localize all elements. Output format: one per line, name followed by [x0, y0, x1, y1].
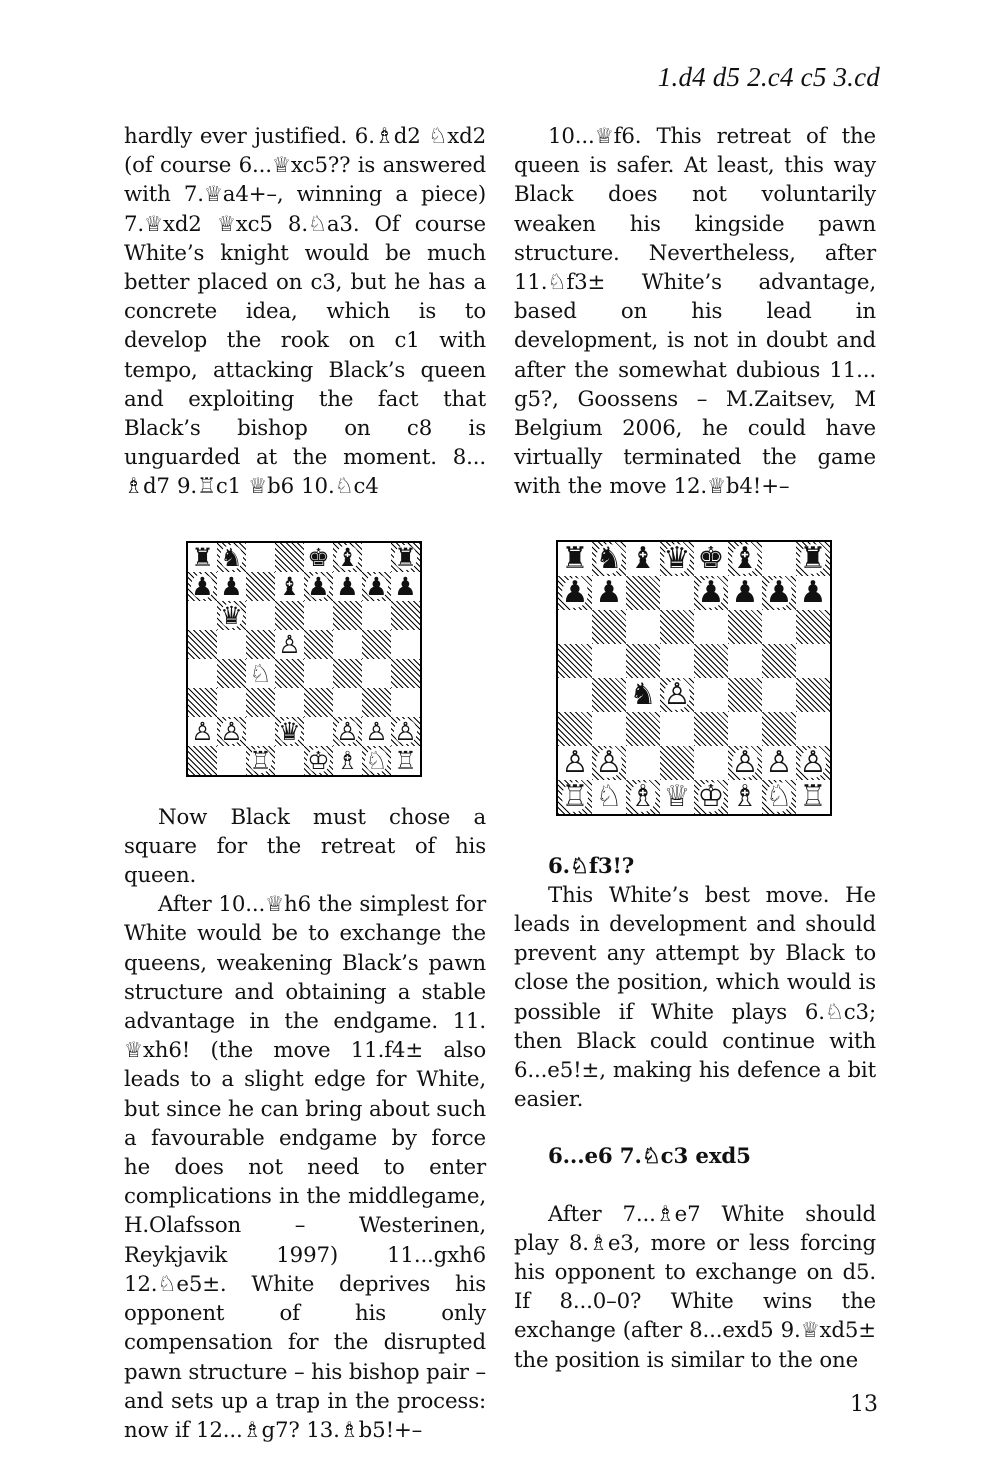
chess-piece-b8: ♞	[220, 542, 243, 572]
square-f4	[333, 659, 362, 688]
square-f5	[728, 644, 762, 678]
chess-piece-g1: ♘	[365, 745, 388, 775]
square-e4	[694, 678, 728, 712]
square-h3	[796, 712, 830, 746]
chess-piece-d1: ♕	[663, 778, 691, 814]
square-e8	[304, 543, 333, 572]
square-b6	[217, 601, 246, 630]
left-paragraph-2: Now Black must chose a square for the retreat of his queen.	[124, 804, 486, 889]
chess-piece-e8: ♚	[697, 540, 725, 576]
square-d4	[660, 678, 694, 712]
diagram-2	[556, 540, 876, 816]
chess-piece-a7: ♟	[561, 574, 589, 610]
chess-piece-a2: ♙	[191, 716, 214, 746]
square-h8	[796, 542, 830, 576]
square-b5	[217, 630, 246, 659]
square-e6	[694, 610, 728, 644]
right-paragraph-2: This White’s best move. He leads in development and should prevent any attempt by Black to close the position, which would is possible if White plays 6.♘c3; then Black could continue with 6...e5!±, making his defence a bit easier.	[514, 882, 876, 1113]
square-b7	[217, 572, 246, 601]
chess-piece-e1: ♔	[307, 745, 330, 775]
square-h3	[391, 688, 420, 717]
square-f8	[333, 543, 362, 572]
square-g7	[762, 576, 796, 610]
square-d7	[660, 576, 694, 610]
chess-piece-h8: ♜	[799, 540, 827, 576]
chess-piece-d7: ♝	[278, 571, 301, 601]
left-paragraph-3: After 10...♕h6 the simplest for White would be to exchange the queens, weakening Black’s pawn structure and obtaining a stable advantage in the endgame. 11. ♕xh6! (the move 11.f4± also leads to a slight edge for White, but since he can bring about such a favourable endgame by force he does not need to enter complications in the middlegame, H.Olafsson – Westerinen, Reykjavik 1997) 11...gxh6 12.♘e5±. White deprives his opponent of his only compensation for the disrupted pawn structure – his bishop pair – and sets up a trap in the process: now if 12...♗g7? 13.♗b5!+–	[124, 892, 486, 1443]
square-e6	[304, 601, 333, 630]
square-c2	[246, 717, 275, 746]
square-a5	[188, 630, 217, 659]
square-e3	[694, 712, 728, 746]
chess-piece-h1: ♖	[799, 778, 827, 814]
square-b2	[592, 746, 626, 780]
square-h1	[391, 746, 420, 775]
chess-board-1	[186, 541, 422, 777]
square-c5	[626, 644, 660, 678]
chess-piece-a8: ♜	[561, 540, 589, 576]
square-f8	[728, 542, 762, 576]
chess-piece-c4: ♞	[629, 676, 657, 712]
square-b4	[217, 659, 246, 688]
chess-piece-b2: ♙	[220, 716, 243, 746]
chess-piece-d4: ♙	[663, 676, 691, 712]
square-f7	[728, 576, 762, 610]
chess-piece-h2: ♙	[799, 744, 827, 780]
chess-piece-e7: ♟	[307, 571, 330, 601]
square-d1	[660, 780, 694, 814]
square-d1	[275, 746, 304, 775]
chess-board-2	[556, 540, 832, 816]
chess-piece-h7: ♟	[799, 574, 827, 610]
square-g8	[762, 542, 796, 576]
square-g6	[762, 610, 796, 644]
square-c6	[246, 601, 275, 630]
square-h6	[796, 610, 830, 644]
chess-piece-c1: ♗	[629, 778, 657, 814]
square-c4	[626, 678, 660, 712]
square-a7	[558, 576, 592, 610]
chess-piece-f1: ♗	[731, 778, 759, 814]
chess-piece-a7: ♟	[191, 571, 214, 601]
square-d4	[275, 659, 304, 688]
square-a1	[558, 780, 592, 814]
square-e2	[304, 717, 333, 746]
square-a4	[558, 678, 592, 712]
square-g4	[762, 678, 796, 712]
square-d3	[660, 712, 694, 746]
square-f2	[333, 717, 362, 746]
square-b1	[592, 780, 626, 814]
square-h2	[391, 717, 420, 746]
chess-piece-b7: ♟	[220, 571, 243, 601]
right-column	[514, 122, 876, 1375]
square-c6	[626, 610, 660, 644]
square-b3	[592, 712, 626, 746]
chess-piece-b1: ♘	[595, 778, 623, 814]
diagram-1	[186, 541, 486, 777]
square-f6	[728, 610, 762, 644]
square-b7	[592, 576, 626, 610]
square-e7	[694, 576, 728, 610]
square-g1	[762, 780, 796, 814]
square-h1	[796, 780, 830, 814]
square-a3	[188, 688, 217, 717]
square-h2	[796, 746, 830, 780]
chess-piece-h2: ♙	[394, 716, 417, 746]
square-b1	[217, 746, 246, 775]
square-h7	[796, 576, 830, 610]
chess-piece-g2: ♙	[765, 744, 793, 780]
square-h8	[391, 543, 420, 572]
chess-piece-g1: ♘	[765, 778, 793, 814]
square-e1	[304, 746, 333, 775]
square-f1	[333, 746, 362, 775]
square-g4	[362, 659, 391, 688]
square-h7	[391, 572, 420, 601]
square-g5	[362, 630, 391, 659]
chess-piece-b6: ♛	[220, 600, 243, 630]
chess-piece-b8: ♞	[595, 540, 623, 576]
square-e7	[304, 572, 333, 601]
square-e2	[694, 746, 728, 780]
square-f7	[333, 572, 362, 601]
square-g5	[762, 644, 796, 678]
square-c2	[626, 746, 660, 780]
chess-piece-d8: ♛	[663, 540, 691, 576]
chess-piece-f1: ♗	[336, 745, 359, 775]
chess-piece-a8: ♜	[191, 542, 214, 572]
square-c3	[246, 688, 275, 717]
square-g3	[362, 688, 391, 717]
chess-piece-g2: ♙	[365, 716, 388, 746]
square-a6	[188, 601, 217, 630]
square-e5	[694, 644, 728, 678]
square-f6	[333, 601, 362, 630]
chess-piece-c1: ♖	[249, 745, 272, 775]
square-c5	[246, 630, 275, 659]
square-a2	[558, 746, 592, 780]
square-g7	[362, 572, 391, 601]
chess-piece-b2: ♙	[595, 744, 623, 780]
square-a3	[558, 712, 592, 746]
square-a1	[188, 746, 217, 775]
square-d6	[660, 610, 694, 644]
square-c8	[626, 542, 660, 576]
square-b8	[217, 543, 246, 572]
square-d5	[660, 644, 694, 678]
square-g8	[362, 543, 391, 572]
chess-piece-h1: ♖	[394, 745, 417, 775]
square-d7	[275, 572, 304, 601]
move-heading-2: 6...e6 7.♘c3 exd5	[548, 1144, 751, 1170]
move-heading-1: 6.♘f3!?	[548, 853, 635, 879]
chess-piece-a1: ♖	[561, 778, 589, 814]
square-f5	[333, 630, 362, 659]
chess-piece-f2: ♙	[336, 716, 359, 746]
square-f3	[333, 688, 362, 717]
chess-piece-f8: ♝	[336, 542, 359, 572]
left-column	[124, 122, 486, 1445]
chess-piece-e8: ♚	[307, 542, 330, 572]
square-e5	[304, 630, 333, 659]
square-e1	[694, 780, 728, 814]
square-b2	[217, 717, 246, 746]
square-g1	[362, 746, 391, 775]
square-c3	[626, 712, 660, 746]
chess-piece-g7: ♟	[365, 571, 388, 601]
square-b6	[592, 610, 626, 644]
running-header: 1.d4 d5 2.c4 c5 3.cd	[657, 62, 880, 92]
square-a7	[188, 572, 217, 601]
square-d8	[275, 543, 304, 572]
chess-piece-b7: ♟	[595, 574, 623, 610]
chess-piece-f8: ♝	[731, 540, 759, 576]
square-f2	[728, 746, 762, 780]
square-d2	[660, 746, 694, 780]
square-c1	[626, 780, 660, 814]
chess-piece-a2: ♙	[561, 744, 589, 780]
square-b8	[592, 542, 626, 576]
chess-piece-f2: ♙	[731, 744, 759, 780]
square-h5	[391, 630, 420, 659]
square-h4	[796, 678, 830, 712]
square-d8	[660, 542, 694, 576]
square-d3	[275, 688, 304, 717]
chess-piece-e1: ♔	[697, 778, 725, 814]
right-paragraph-3: After 7...♗e7 White should play 8.♗e3, more or less forcing his opponent to exchange on d5. If 8...0–0? White wins the exchange (after 8...exd5 9.♕xd5± the position is similar to the one	[514, 1201, 876, 1373]
square-a2	[188, 717, 217, 746]
chess-piece-f7: ♟	[336, 571, 359, 601]
square-a6	[558, 610, 592, 644]
square-g2	[762, 746, 796, 780]
square-e4	[304, 659, 333, 688]
left-paragraph-1: hardly ever justified. 6.♗d2 ♘xd2 (of course 6...♕xc5?? is answered with 7.♕a4+–, winning a piece) 7.♕xd2 ♕xc5 8.♘a3. Of course White’s knight would be much better placed on c3, but he has a concrete idea, which is to develop the rook on c1 with tempo, attacking Black’s queen and exploiting the fact that Black’s bishop on c8 is unguarded at the moment. 8... ♗d7 9.♖c1 ♕b6 10.♘c4	[124, 124, 486, 500]
chess-piece-d2: ♛	[278, 716, 301, 746]
square-b3	[217, 688, 246, 717]
square-g2	[362, 717, 391, 746]
square-g3	[762, 712, 796, 746]
chess-piece-c8: ♝	[629, 540, 657, 576]
square-d2	[275, 717, 304, 746]
square-e8	[694, 542, 728, 576]
square-c4	[246, 659, 275, 688]
square-f1	[728, 780, 762, 814]
square-e3	[304, 688, 333, 717]
chess-piece-h7: ♟	[394, 571, 417, 601]
square-a8	[558, 542, 592, 576]
chess-piece-d5: ♙	[278, 629, 301, 659]
chess-piece-h8: ♜	[394, 542, 417, 572]
square-h6	[391, 601, 420, 630]
square-a4	[188, 659, 217, 688]
square-d5	[275, 630, 304, 659]
square-b4	[592, 678, 626, 712]
square-c7	[246, 572, 275, 601]
page-number: 13	[850, 1392, 878, 1417]
square-h4	[391, 659, 420, 688]
square-h5	[796, 644, 830, 678]
square-a5	[558, 644, 592, 678]
chess-piece-e7: ♟	[697, 574, 725, 610]
chess-piece-g7: ♟	[765, 574, 793, 610]
right-paragraph-1: 10...♕f6. This retreat of the queen is safer. At least, this way Black does not voluntarily weaken his kingside pawn structure. Nevertheless, after 11.♘f3± White’s advantage, based on his lead in development, is not in doubt and after the somewhat dubious 11... g5?, Goossens – M.Zaitsev, M Belgium 2006, he could have virtually terminated the game with the move 12.♕b4!+–	[514, 124, 876, 500]
square-c7	[626, 576, 660, 610]
chess-piece-c4: ♘	[249, 658, 272, 688]
square-a8	[188, 543, 217, 572]
square-c8	[246, 543, 275, 572]
square-d6	[275, 601, 304, 630]
square-f4	[728, 678, 762, 712]
chess-piece-f7: ♟	[731, 574, 759, 610]
square-f3	[728, 712, 762, 746]
square-c1	[246, 746, 275, 775]
square-b5	[592, 644, 626, 678]
square-g6	[362, 601, 391, 630]
